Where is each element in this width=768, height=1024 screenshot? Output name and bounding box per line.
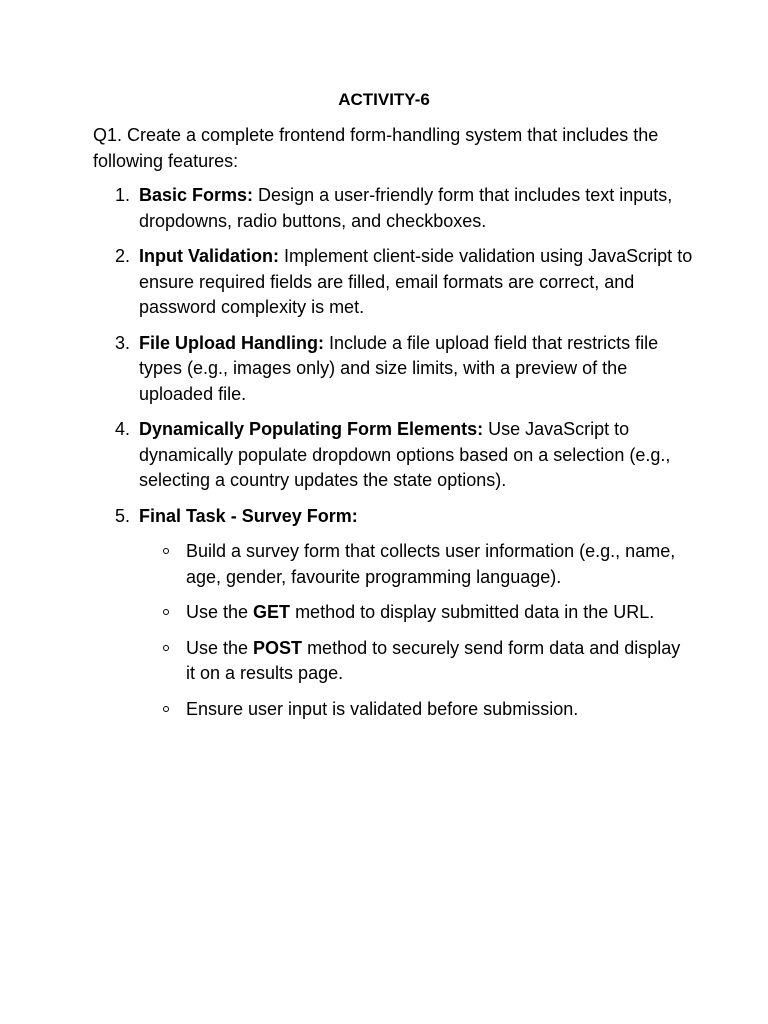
sub-list-item	[139, 539, 693, 590]
sub-list-item	[139, 636, 693, 687]
sub-item-method: GET	[253, 602, 291, 622]
list-item	[93, 417, 693, 494]
item-heading: File Upload Handling:	[139, 332, 324, 353]
sub-item-method: POST	[253, 637, 303, 658]
circle-bullet-icon	[163, 609, 169, 615]
page-title: ACTIVITY-6	[338, 90, 430, 109]
sub-item-text: Ensure user input is validated before submission.	[186, 698, 579, 719]
item-heading: Input Validation:	[139, 246, 279, 266]
item-heading: Final Task - Survey Form:	[139, 505, 358, 526]
list-number: 1.	[115, 185, 131, 205]
list-item	[93, 331, 693, 408]
sub-item-text-post: method to securely send form data and display it on a results page.	[186, 637, 681, 683]
survey-sublist	[139, 539, 693, 722]
sub-item-text-post: method to display submitted data in the URL.	[290, 602, 655, 622]
list-number: 2.	[115, 246, 131, 266]
sub-item-text: Build a survey form that collects user information (e.g., name, age, gender, favourite programming language).	[186, 541, 676, 587]
item-text: Implement client-side validation using JavaScript to ensure required fields are filled, email formats are correct, and password complexity is met.	[139, 246, 693, 317]
item-text: Include a file upload field that restricts file types (e.g., images only) and size limits, with a preview of the uploaded file.	[139, 332, 659, 404]
sub-item-text-pre: Use the	[186, 602, 254, 622]
feature-list	[93, 183, 693, 732]
item-text: Design a user-friendly form that includes text inputs, dropdowns, radio buttons, and checkboxes.	[139, 185, 673, 231]
circle-bullet-icon	[163, 645, 169, 651]
sub-list-item	[139, 697, 693, 723]
sub-list-item	[139, 600, 693, 626]
item-heading: Dynamically Populating Form Elements:	[139, 419, 484, 439]
item-heading: Basic Forms:	[139, 185, 254, 205]
list-number: 4.	[115, 419, 131, 439]
question-intro: Q1. Create a complete frontend form-handling system that includes the following features:	[93, 125, 659, 171]
circle-bullet-icon	[163, 548, 169, 554]
list-number: 5.	[115, 505, 131, 526]
list-item	[93, 183, 693, 234]
item-text: Use JavaScript to dynamically populate dropdown options based on a selection (e.g., selecting a country updates the state options).	[139, 419, 671, 490]
list-item	[93, 244, 693, 321]
list-item	[93, 504, 693, 723]
sub-item-text-pre: Use the	[186, 637, 254, 658]
circle-bullet-icon	[163, 706, 169, 712]
list-number: 3.	[115, 332, 131, 353]
